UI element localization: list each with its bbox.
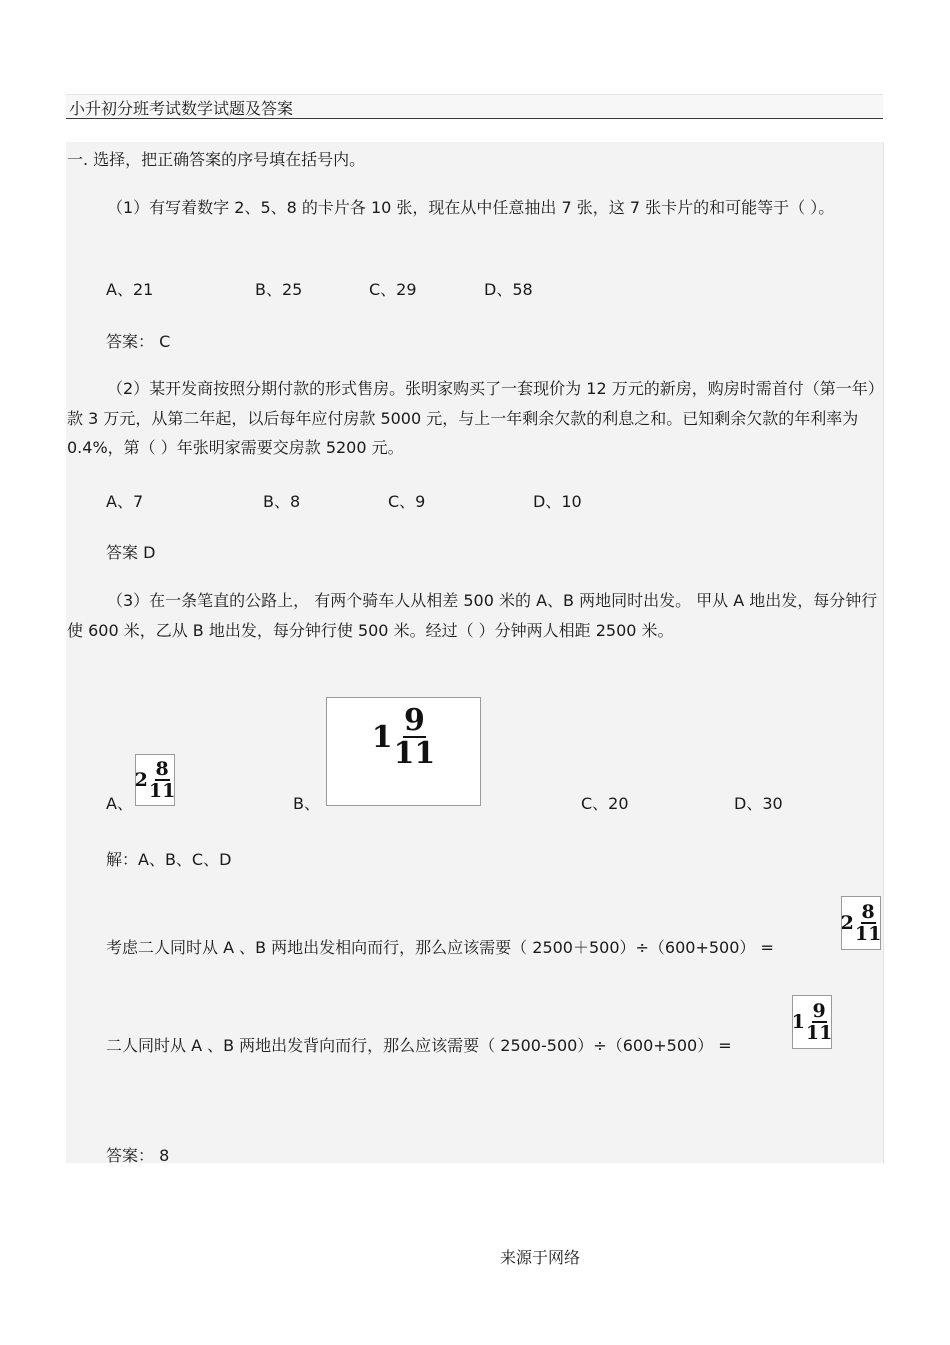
q3-answer: 答案： 8 xyxy=(106,1146,170,1165)
q1-answer: 答案： C xyxy=(106,332,171,351)
question-2-text: （2）某开发商按照分期付款的形式售房。张明家购买了一套现价为 12 万元的新房，购房时需首付（第一年）款 3 万元，从第二年起，以后每年应付房款 5000 元，与上一年剩余欠款的利息之和。已知剩余欠款的年利率为 0.4%，第（ ）年张明家需要交房款 5200 元。 xyxy=(67,379,876,457)
fraction-1-9-11: 1 $\frac{9}{11}$ xyxy=(791,999,833,1044)
solution-fraction-1-9-11-image xyxy=(792,995,832,1049)
q1-option-c: C、29 xyxy=(369,280,417,299)
q1-option-d: D、58 xyxy=(484,280,533,299)
fraction-2-8-11: 2 $\frac{8}{11}$ xyxy=(134,757,176,802)
q2-answer: 答案 D xyxy=(106,543,156,562)
q3-option-d: D、30 xyxy=(734,794,783,813)
q1-option-a: A、21 xyxy=(106,280,154,299)
q3-fraction-a-image xyxy=(135,754,175,806)
q3-solution-label: 解：A、B、C、D xyxy=(106,850,232,869)
question-1-text: （1）有写着数字 2、5、8 的卡片各 10 张，现在从中任意抽出 7 张，这 7 张卡片的和可能等于（ ）。 xyxy=(107,198,835,217)
q3-option-b: B、 xyxy=(293,794,320,813)
document-title: 小升初分班考试数学试题及答案 xyxy=(69,99,294,118)
q3-option-a: A、 xyxy=(106,794,133,813)
q2-option-a: A、7 xyxy=(106,492,144,511)
fraction-1-9-11: 1 $\frac{9}{11}$ xyxy=(371,703,436,771)
document-header xyxy=(66,94,883,119)
fraction-2-8-11: 2 $\frac{8}{11}$ xyxy=(840,900,882,945)
q2-option-b: B、8 xyxy=(263,492,301,511)
solution-fraction-2-8-11-image xyxy=(841,896,881,950)
page-footer: 来源于网络 xyxy=(500,1248,581,1267)
q1-option-b: B、25 xyxy=(255,280,303,299)
q3-option-c: C、20 xyxy=(581,794,629,813)
q2-option-d: D、10 xyxy=(533,492,582,511)
question-3-text: （3）在一条笔直的公路上， 有两个骑车人从相差 500 米的 A、B 两地同时出发。 甲从 A 地出发，每分钟行使 600 米，乙从 B 地出发，每分钟行使 500 米。经过（ ）分钟两人相距 2500 米。 xyxy=(67,591,878,640)
q3-solution-line-1: 考虑二人同时从 A 、B 两地出发相向而行，那么应该需要（ 2500＋500）÷（600+500） = xyxy=(106,938,774,957)
q3-fraction-b-image xyxy=(326,697,481,806)
q2-option-c: C、9 xyxy=(388,492,426,511)
section-heading: 一. 选择，把正确答案的序号填在括号内。 xyxy=(67,150,366,169)
question-content xyxy=(66,142,884,1163)
q3-solution-line-2: 二人同时从 A 、B 两地出发背向而行，那么应该需要（ 2500-500）÷（600+500） = xyxy=(106,1036,732,1055)
